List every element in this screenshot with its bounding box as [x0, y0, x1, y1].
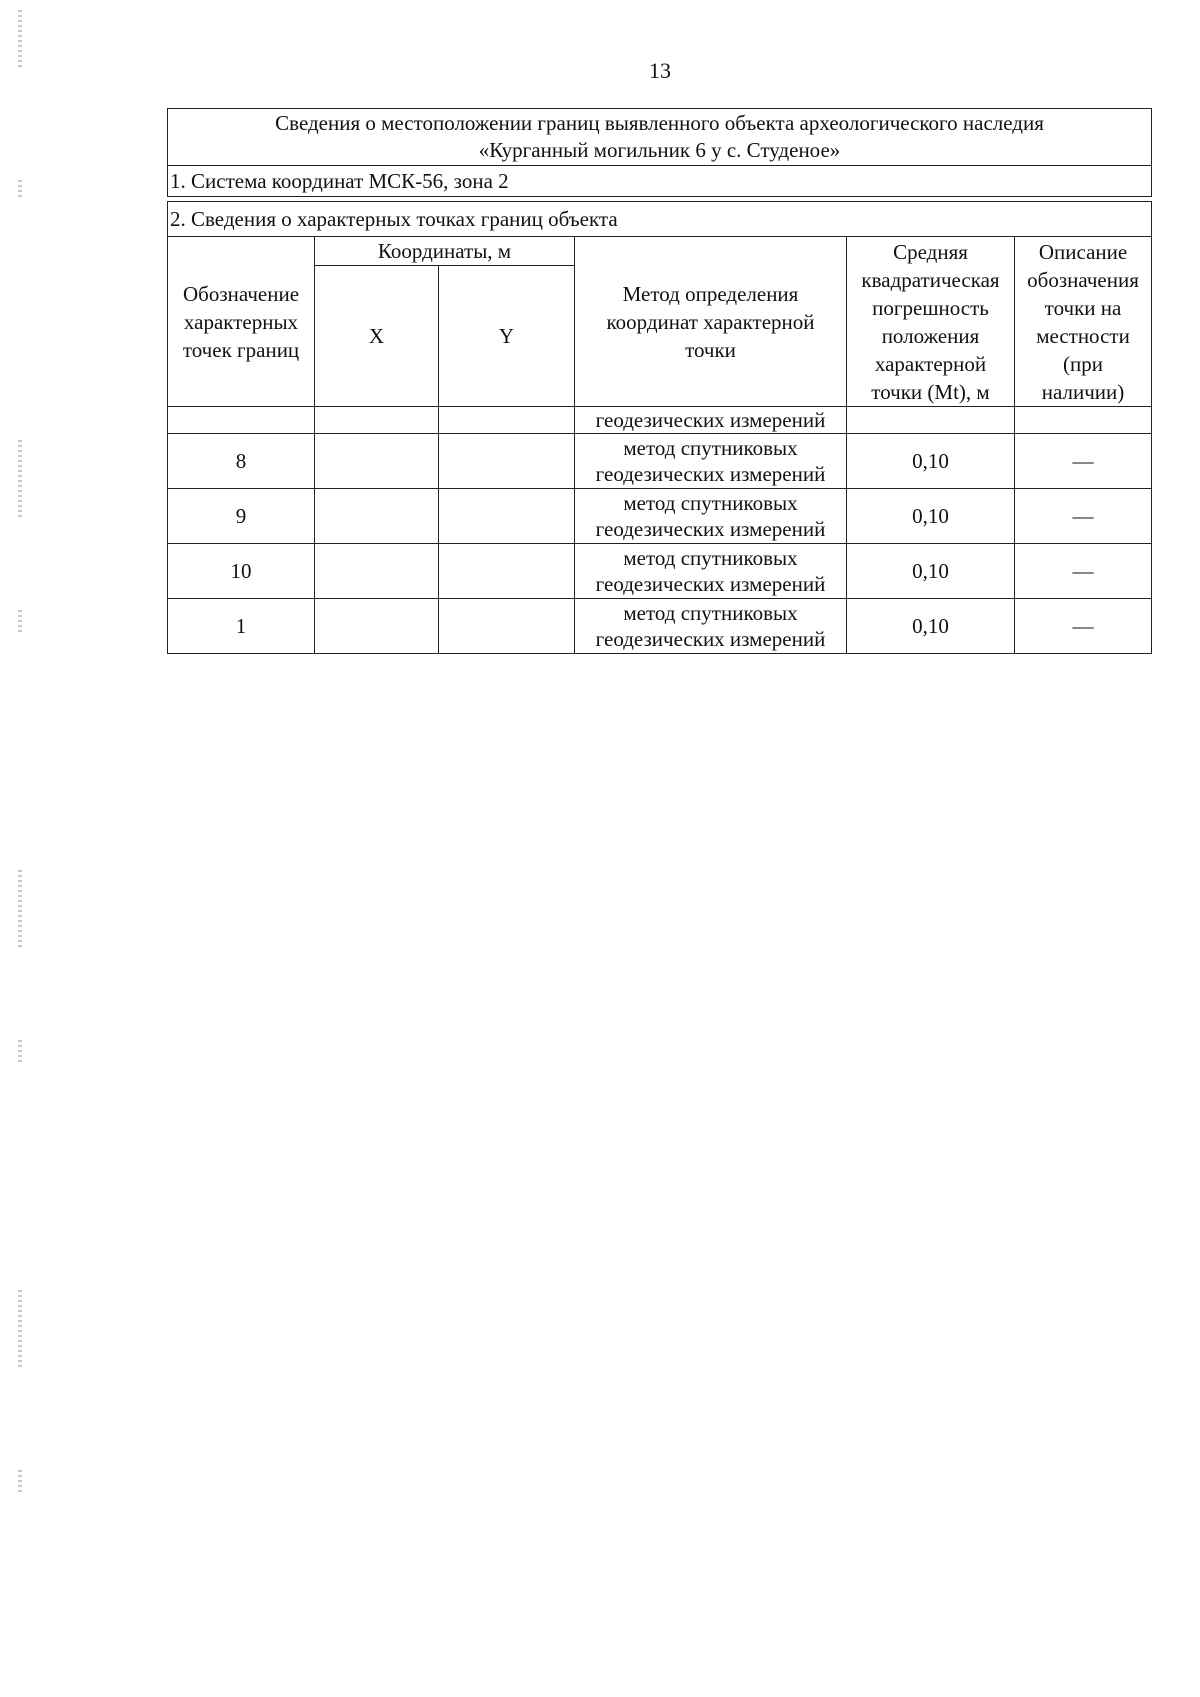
header-y: Y [439, 266, 575, 407]
cell-point: 9 [168, 489, 315, 544]
scan-artifact [18, 870, 22, 950]
cell-method: метод спутниковых геодезических измерений [575, 489, 847, 544]
cell-method: метод спутниковых геодезических измерений [575, 434, 847, 489]
table-row [168, 599, 1152, 654]
header-x: X [315, 266, 439, 407]
cell-x [315, 434, 439, 489]
cell-description: — [1015, 544, 1152, 599]
cell-y [439, 599, 575, 654]
cell-description: — [1015, 599, 1152, 654]
header-method: Метод определения координат характерной точки [575, 237, 847, 407]
points-section-row [168, 202, 1152, 237]
scan-artifact [18, 440, 22, 520]
cell-y [439, 434, 575, 489]
scan-artifact [18, 610, 22, 635]
table-row [168, 489, 1152, 544]
page-number: 13 [649, 58, 671, 83]
header-mean-square-error: Средняя квадратическая погрешность положения характерной точки (Mt), м [847, 237, 1015, 407]
cell-error: 0,10 [847, 544, 1015, 599]
cell-method: метод спутниковых геодезических измерений [575, 544, 847, 599]
cell-error: 0,10 [847, 489, 1015, 544]
cell-point: 8 [168, 434, 315, 489]
cell-point: 1 [168, 599, 315, 654]
cell-x [315, 407, 439, 434]
table-title-object-name: «Курганный могильник 6 у с. Студеное» [478, 138, 841, 162]
header-point-label: Обозначение характерных точек границ [168, 237, 315, 407]
cell-y [439, 489, 575, 544]
boundary-points-table [167, 108, 1152, 654]
cell-description: — [1015, 434, 1152, 489]
cell-error [847, 407, 1015, 434]
cell-x [315, 489, 439, 544]
coordinate-system-label: 1. Система координат МСК-56, зона 2 [168, 166, 1152, 197]
scan-artifact [18, 1290, 22, 1370]
table-title [168, 109, 1152, 166]
cell-error: 0,10 [847, 434, 1015, 489]
table-row [168, 544, 1152, 599]
cell-point [168, 407, 315, 434]
scan-artifact [18, 1040, 22, 1065]
table-row [168, 434, 1152, 489]
scan-artifact [18, 1470, 22, 1495]
header-coordinates: Координаты, м [315, 237, 575, 266]
header-row-1 [168, 237, 1152, 266]
cell-description [1015, 407, 1152, 434]
continuation-row [168, 407, 1152, 434]
table-title-row [168, 109, 1152, 166]
cell-method: геодезических измерений [575, 407, 847, 434]
header-description: Описание обозначения точки на местности (при наличии) [1015, 237, 1152, 407]
cell-description: — [1015, 489, 1152, 544]
scan-artifact [18, 180, 22, 200]
cell-y [439, 407, 575, 434]
points-section-label: 2. Сведения о характерных точках границ объекта [168, 202, 1152, 237]
cell-x [315, 599, 439, 654]
cell-error: 0,10 [847, 599, 1015, 654]
cell-x [315, 544, 439, 599]
cell-method: метод спутниковых геодезических измерений [575, 599, 847, 654]
coordinate-system-row [168, 166, 1152, 197]
cell-y [439, 544, 575, 599]
cell-point: 10 [168, 544, 315, 599]
table-title-line: Сведения о местоположении границ выявленного объекта археологического наследия [275, 111, 1044, 135]
